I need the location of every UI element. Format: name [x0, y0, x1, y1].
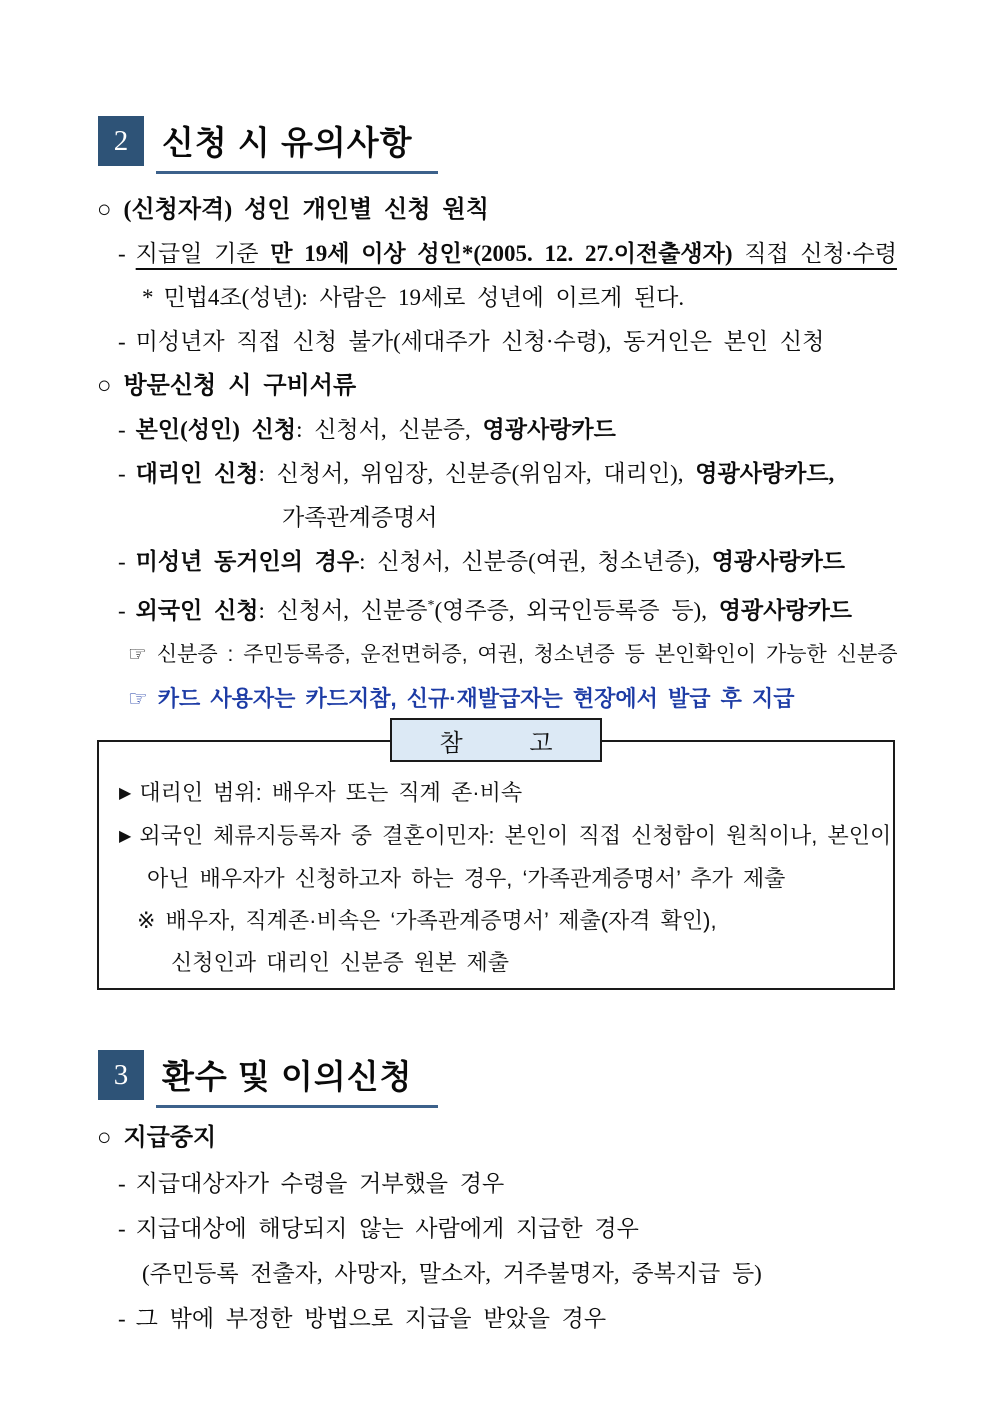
circle-bullet: ○ — [97, 197, 112, 223]
asterisk-marker: * — [142, 285, 154, 310]
section-2-header — [98, 116, 992, 174]
ineligible-case-line — [0, 1206, 992, 1251]
triangle-bullet: ▶ — [119, 785, 132, 802]
love-card-name: 영광사랑카드 — [482, 417, 616, 442]
age-line-pre: 지급일 기준 — [135, 241, 271, 266]
reference-note-line2 — [113, 942, 877, 984]
section-2-body — [0, 188, 992, 722]
foreigner-application-line — [0, 584, 992, 633]
self-application-line — [0, 408, 992, 452]
refusal-case-line — [0, 1161, 992, 1206]
dash-bullet: - — [118, 598, 126, 623]
section-2-title: 신청 시 유의사항 — [162, 124, 413, 161]
hand-pointer-icon: ☞ — [128, 686, 148, 711]
visit-documents-heading — [0, 364, 992, 408]
proxy-application-label: 대리인 신청 — [135, 461, 259, 486]
section-3-header — [98, 1050, 992, 1108]
reference-item-foreigner-line2 — [113, 858, 877, 900]
dash-bullet: - — [118, 1216, 126, 1241]
section-3-number-box — [98, 1050, 144, 1100]
proxy-application-docs: : 신청서, 위임장, 신분증(위임자, 대리인), — [258, 461, 696, 486]
self-application-docs: : 신청서, 신분증, — [296, 417, 483, 442]
reference-item-foreigner-line1 — [113, 815, 892, 858]
section-2-number-box — [98, 116, 144, 166]
payment-stop-heading-text: 지급중지 — [123, 1125, 217, 1151]
hand-pointer-icon: ☞ — [128, 643, 147, 666]
id-card-note — [0, 633, 992, 677]
reference-tab-label: 참 고 — [439, 729, 553, 757]
fraud-case-line — [0, 1296, 992, 1341]
dash-bullet: - — [118, 1171, 126, 1196]
refusal-case-text: 지급대상자가 수령을 거부했을 경우 — [135, 1171, 505, 1196]
dash-bullet: - — [118, 1306, 126, 1331]
section-2-title-underline — [156, 116, 438, 174]
reference-item-proxy-scope — [113, 772, 877, 815]
triangle-bullet: ▶ — [119, 828, 132, 845]
section-3-number: 3 — [113, 1058, 129, 1091]
reference-box-body — [97, 740, 895, 990]
reference-note-text-1: 배우자, 직계존·비속은 ‘가족관계증명서’ 제출(자격 확인), — [165, 908, 717, 933]
love-card-name: 영광사랑카드 — [711, 549, 846, 574]
minor-cohabitant-docs: : 신청서, 신분증(여권, 청소년증), — [359, 549, 712, 574]
qualification-heading — [0, 188, 992, 232]
fraud-case-text: 그 밖에 부정한 방법으로 지급을 받았을 경우 — [135, 1306, 607, 1331]
qualification-heading-text: (신청자격) 성인 개인별 신청 원칙 — [123, 197, 489, 223]
card-issue-note-text: 카드 사용자는 카드지참, 신규·재발급자는 현장에서 발급 후 지급 — [157, 686, 795, 711]
foreigner-application-docs2: (영주증, 외국인등록증 등), — [434, 598, 719, 623]
love-card-name: 영광사랑카드 — [718, 598, 853, 623]
minor-restriction-line — [0, 320, 992, 364]
circle-bullet: ○ — [97, 1125, 112, 1151]
dash-bullet: - — [118, 417, 126, 442]
card-issue-note — [0, 677, 992, 722]
reference-note-text-2: 신청인과 대리인 신분증 원본 제출 — [171, 950, 509, 975]
age-line-post: 직접 신청·수령 — [732, 241, 897, 266]
age-line-bold: 만 19세 이상 성인*(2005. 12. 27.이전출생자) — [270, 241, 733, 266]
section-3-title: 환수 및 이의신청 — [162, 1058, 413, 1095]
id-card-note-text: 신분증 : 주민등록증, 운전면허증, 여권, 청소년증 등 본인확인이 가능한 신분증 — [156, 643, 898, 666]
age-requirement-line — [0, 232, 992, 276]
visit-documents-heading-text: 방문신청 시 구비서류 — [123, 373, 357, 399]
circle-bullet: ○ — [97, 373, 112, 399]
ineligible-examples-text: (주민등록 전출자, 사망자, 말소자, 거주불명자, 중복지급 등) — [142, 1261, 762, 1286]
civil-law-note — [0, 276, 992, 320]
section-2-number: 2 — [113, 124, 129, 157]
reference-tab — [390, 718, 602, 762]
proxy-scope-text: 대리인 범위: 배우자 또는 직계 존·비속 — [139, 780, 523, 805]
ineligible-case-examples — [0, 1251, 992, 1296]
dash-bullet: - — [118, 329, 126, 354]
foreigner-marriage-text-2: 아닌 배우자가 신청하고자 하는 경우, ‘가족관계증명서’ 추가 제출 — [147, 866, 786, 891]
reference-box — [97, 729, 895, 990]
minor-cohabitant-label: 미성년 동거인의 경우 — [135, 549, 360, 574]
foreigner-application-label: 외국인 신청 — [135, 598, 259, 623]
civil-law-note-text: 민법4조(성년): 사람은 19세로 성년에 이르게 된다. — [163, 285, 685, 310]
love-card-name: 영광사랑카드, — [695, 461, 835, 486]
foreigner-application-docs: : 신청서, 신분증 — [258, 598, 428, 623]
age-requirement-underlined — [136, 241, 897, 266]
proxy-application-continuation — [0, 496, 992, 540]
reference-mark: ※ — [137, 908, 156, 933]
minor-restriction-text: 미성년자 직접 신청 불가(세대주가 신청·수령), 동거인은 본인 신청 — [135, 329, 825, 354]
proxy-application-line — [0, 452, 992, 496]
dash-bullet: - — [118, 461, 126, 486]
ineligible-case-text: 지급대상에 해당되지 않는 사람에게 지급한 경우 — [135, 1216, 639, 1241]
foreigner-marriage-text-1: 외국인 체류지등록자 중 결혼이민자: 본인이 직접 신청함이 원칙이나, 본인이 — [139, 823, 892, 848]
section-3-title-underline — [156, 1050, 438, 1108]
self-application-label: 본인(성인) 신청 — [135, 417, 297, 442]
reference-note-line1 — [113, 900, 877, 942]
dash-bullet: - — [118, 241, 126, 266]
dash-bullet: - — [118, 549, 126, 574]
section-3-body — [0, 1116, 992, 1341]
payment-stop-heading — [0, 1116, 992, 1161]
footnote-asterisk: * — [427, 598, 435, 613]
minor-cohabitant-line — [0, 540, 992, 584]
family-certificate-text: 가족관계증명서 — [282, 505, 438, 530]
